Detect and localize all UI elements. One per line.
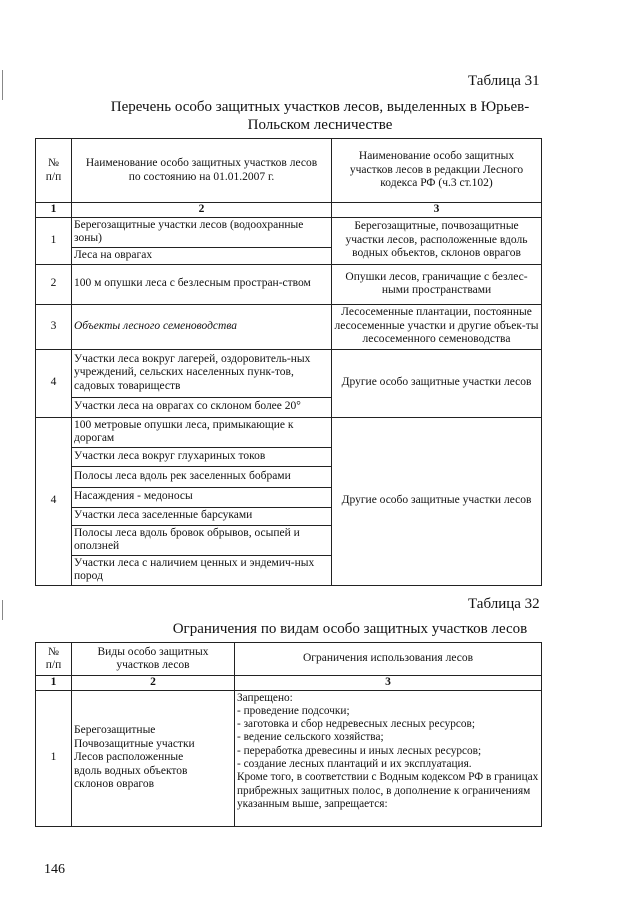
table31-title-line1: Перечень особо защитных участков лесов, выделенных в Юрьев- xyxy=(110,99,530,115)
table32-header-row xyxy=(36,643,542,676)
area-name: Участки леса вокруг глухариных токов xyxy=(72,447,332,466)
area-name: Участки леса заселенные барсуками xyxy=(72,507,332,525)
table31-label: Таблица 31 xyxy=(468,73,540,89)
table31-index-3: 3 xyxy=(332,203,542,218)
table32-index-3: 3 xyxy=(235,676,542,691)
table-row xyxy=(36,690,542,826)
area-name: Насаждения - медоносы xyxy=(72,487,332,507)
table31 xyxy=(35,138,542,586)
row-number: 4 xyxy=(36,417,72,585)
table32-header-restrictions: Ограничения использования лесов xyxy=(235,643,542,676)
table-row xyxy=(36,349,542,397)
row-number: 3 xyxy=(36,304,72,349)
table31-header-num: № п/п xyxy=(36,139,72,203)
forest-code-category: Другие особо защитные участки лесов xyxy=(332,349,542,417)
area-name: Объекты лесного семеноводства xyxy=(72,304,332,349)
scan-edge-mark xyxy=(2,600,3,620)
restrictions-text: Запрещено: - проведение подсочки; - заготовка и сбор недревесных лесных ресурсов; - ведение сельского хозяйства; - переработка древесины и иных лесных ресурсов; - создание лесных плантаций и их эксплуатация. Кроме того, в соответствии с Водным кодексом РФ в границах прибрежных защитных полос, в дополнение к ограничениям указанным выше, запрещается: xyxy=(235,690,542,826)
table32-index-row xyxy=(36,676,542,691)
area-name: 100 метровые опушки леса, примыкающие к дорогам xyxy=(72,417,332,447)
table32-title: Ограничения по видам особо защитных участков лесов xyxy=(172,621,528,637)
area-name: Полосы леса вдоль рек заселенных бобрами xyxy=(72,466,332,487)
table-row xyxy=(36,264,542,304)
area-name: Участки леса с наличием ценных и эндемич-ных пород xyxy=(72,555,332,585)
table31-header-row xyxy=(36,139,542,203)
table32-header-kind: Виды особо защитных участков лесов xyxy=(72,643,235,676)
table-row xyxy=(36,217,542,247)
table31-header-code: Наименование особо защитных участков лесов в редакции Лесного кодекса РФ (ч.3 ст.102) xyxy=(332,139,542,203)
area-name: Участки леса на оврагах со склоном более 20° xyxy=(72,397,332,417)
scan-edge-mark xyxy=(2,70,3,100)
area-name: Полосы леса вдоль бровок обрывов, осыпей и оползней xyxy=(72,525,332,555)
area-name: Берегозащитные участки лесов (водоохранные зоны) xyxy=(72,217,332,247)
row-number: 2 xyxy=(36,264,72,304)
protection-kind: Берегозащитные Почвозащитные участки Лесов расположенные вдоль водных объектов склонов оврагов xyxy=(72,690,235,826)
table32 xyxy=(35,642,542,827)
row-number: 4 xyxy=(36,349,72,417)
table31-title-line2: Польском лесничестве xyxy=(247,117,393,133)
table-row xyxy=(36,417,542,447)
table32-header-num: № п/п xyxy=(36,643,72,676)
table31-index-2: 2 xyxy=(72,203,332,218)
table32-label: Таблица 32 xyxy=(468,596,540,612)
forest-code-category: Лесосеменные плантации, постоянные лесосеменные участки и другие объек-ты лесосеменного семеноводства xyxy=(332,304,542,349)
forest-code-category: Опушки лесов, граничащие с безлес-ными пространствами xyxy=(332,264,542,304)
forest-code-category: Берегозащитные, почвозащитные участки лесов, расположенные вдоль водных объектов, склонов оврагов xyxy=(332,217,542,264)
area-name: Леса на оврагах xyxy=(72,247,332,264)
row-number: 1 xyxy=(36,217,72,264)
table-row xyxy=(36,304,542,349)
table32-index-2: 2 xyxy=(72,676,235,691)
page-number: 146 xyxy=(44,862,65,877)
area-name: Участки леса вокруг лагерей, оздоровитель-ных учреждений, сельских населенных пунк-тов, садовых товариществ xyxy=(72,349,332,397)
table32-index-1: 1 xyxy=(36,676,72,691)
table31-index-1: 1 xyxy=(36,203,72,218)
area-name: 100 м опушки леса с безлесным простран-ством xyxy=(72,264,332,304)
table31-header-name: Наименование особо защитных участков лесов по состоянию на 01.01.2007 г. xyxy=(72,139,332,203)
row-number: 1 xyxy=(36,690,72,826)
forest-code-category: Другие особо защитные участки лесов xyxy=(332,417,542,585)
table31-index-row xyxy=(36,203,542,218)
table31-title xyxy=(60,98,580,134)
